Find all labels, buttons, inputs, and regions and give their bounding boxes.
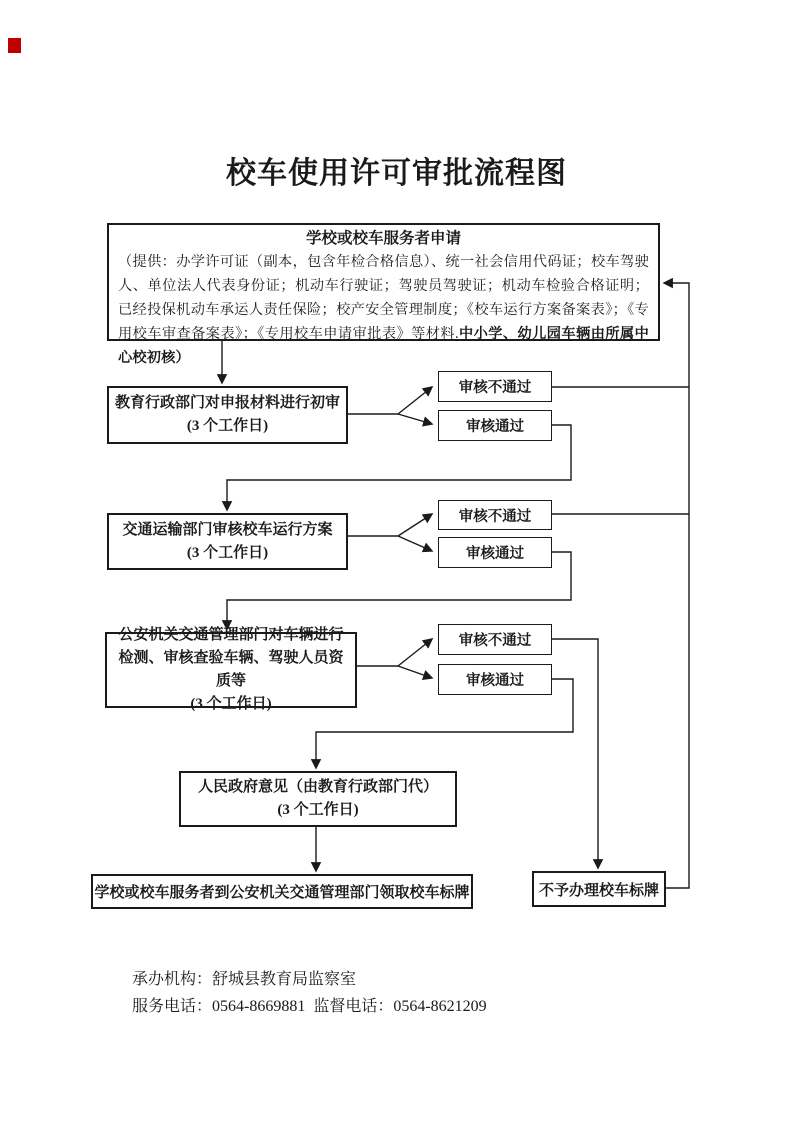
- red-marker-icon: [8, 38, 21, 53]
- step-transport-label: 交通运输部门审核校车运行方案: [122, 521, 333, 538]
- step-transport-duration: (3 个工作日): [186, 544, 269, 561]
- step-government-duration: (3 个工作日): [277, 802, 359, 818]
- connector-trans-to-pass: [398, 536, 432, 551]
- footer-agency-line: 承办机构：舒城县教育局监察室: [132, 971, 357, 988]
- step-police-inspection-box: [105, 627, 357, 712]
- connector-police-to-fail: [398, 639, 432, 666]
- footer: [132, 966, 487, 1020]
- apply-box: [107, 223, 660, 366]
- connector-reject-loop-to-apply: [664, 283, 689, 888]
- review-fail-box-2: 审核不通过: [438, 500, 552, 530]
- step-transport-review-box: [107, 513, 348, 570]
- connector-fail3-to-reject: [552, 639, 598, 868]
- step-education-duration: (3 个工作日): [186, 418, 269, 434]
- step-education-label: 教育行政部门对申报材料进行初审: [114, 395, 340, 411]
- connector-trans-to-fail: [398, 514, 432, 536]
- apply-box-title: 学校或校车服务者申请: [305, 230, 461, 247]
- step-police-label: 公安机关交通管理部门对车辆进行检测、审核查验车辆、驾驶人员资质等: [118, 627, 344, 689]
- apply-box-body-text: （提供：办学许可证（副本，包含年检合格信息）、统一社会信用代码证；校车驾驶人、单位法人代表身份证；机动车行驶证；驾驶员驾驶证；机动车检验合格证明；已经投保机动车承运人责任保险；校产安全管理制度；《校车运行方案备案表》；《专用校车审查备案表》；《专用校车申请审批表》等材料.: [118, 254, 649, 342]
- review-pass-box-2: 审核通过: [438, 537, 552, 568]
- review-pass-box-1: 审核通过: [438, 410, 552, 441]
- apply-box-body: [118, 250, 649, 370]
- reject-plate-box: 不予办理校车标牌: [532, 871, 666, 907]
- footer-phone-line: 服务电话：0564-8669881 监督电话：0564-8621209: [132, 998, 487, 1015]
- step-government-label: 人民政府意见（由教育行政部门代）: [197, 779, 438, 795]
- step-police-duration: (3 个工作日): [190, 696, 272, 712]
- apply-box-body-bold: 中小学、幼儿园车辆由所属中心校初核）: [118, 326, 649, 366]
- receive-plate-box: 学校或校车服务者到公安机关交通管理部门领取校车标牌: [91, 874, 473, 909]
- page-title: 校车使用许可审批流程图: [226, 157, 567, 190]
- review-fail-box-3: 审核不通过: [438, 624, 552, 655]
- connector-edu-to-pass: [398, 414, 432, 424]
- connector-police-to-pass: [398, 666, 432, 678]
- step-government-opinion-box: [179, 771, 457, 827]
- step-education-review-box: [107, 386, 348, 444]
- connector-edu-to-fail: [398, 387, 432, 414]
- review-pass-box-3: 审核通过: [438, 664, 552, 695]
- review-fail-box-1: 审核不通过: [438, 371, 552, 402]
